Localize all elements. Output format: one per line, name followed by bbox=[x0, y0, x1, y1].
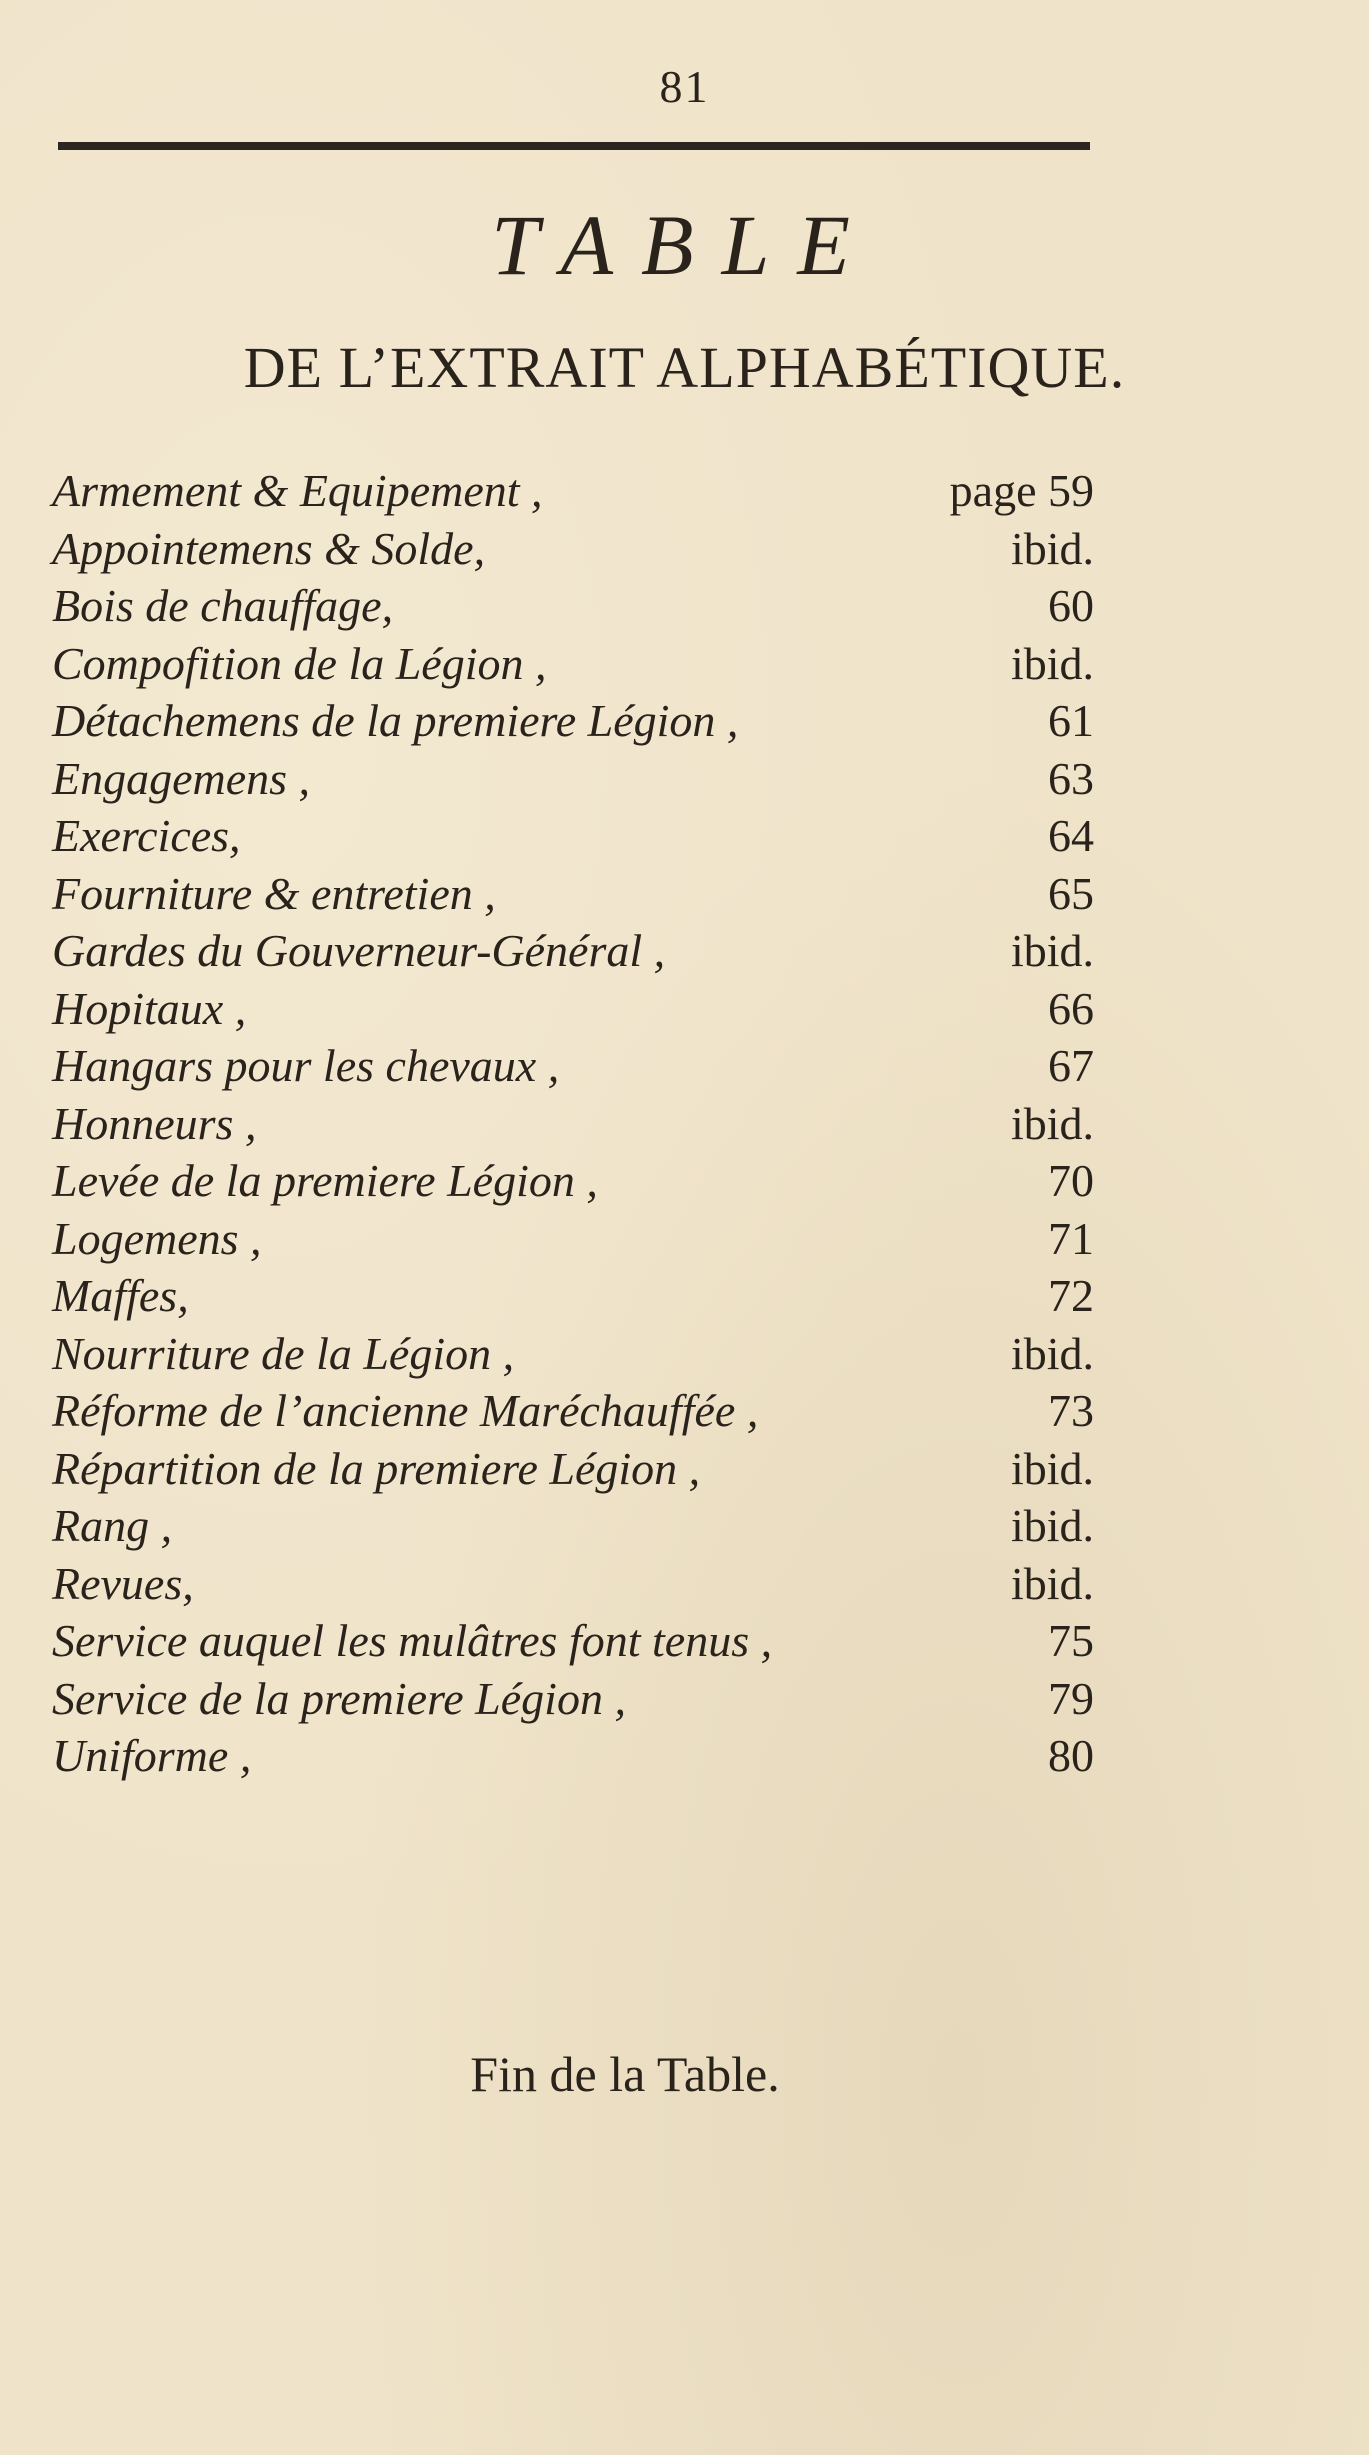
entry-label: Service auquel les mulâtres font tenus , bbox=[52, 1615, 773, 1666]
index-entry bbox=[52, 1267, 1094, 1325]
entry-label: Répartition de la premiere Légion , bbox=[52, 1442, 701, 1494]
entry-page: 63 bbox=[1048, 752, 1094, 804]
page-number: 81 bbox=[659, 61, 710, 112]
index-entry bbox=[52, 1382, 1094, 1440]
entry-label: Nourriture de la Légion , bbox=[52, 1327, 515, 1379]
entry-label: Appointemens & Solde, bbox=[52, 522, 486, 574]
entry-page: 67 bbox=[1048, 1040, 1094, 1091]
index-entry bbox=[52, 807, 1094, 865]
entry-page: 73 bbox=[1048, 1385, 1094, 1436]
index-entry bbox=[52, 1612, 1094, 1670]
index-entry bbox=[52, 922, 1094, 980]
entry-label: Maffes, bbox=[52, 1270, 189, 1321]
entry-page: ibid. bbox=[1010, 1500, 1094, 1551]
entry-page: ibid. bbox=[1010, 637, 1094, 689]
entry-page: ibid. bbox=[1010, 1327, 1094, 1379]
entry-page: 65 bbox=[1048, 867, 1094, 919]
entry-label: Service de la premiere Légion , bbox=[52, 1672, 626, 1724]
entry-label: Armement & Equipement , bbox=[52, 465, 543, 516]
entry-page: page 59 bbox=[949, 465, 1094, 516]
entry-label: Hopitaux , bbox=[52, 982, 247, 1034]
index-entry bbox=[52, 1325, 1094, 1383]
index-entry bbox=[52, 980, 1094, 1038]
entry-label: Levée de la premiere Légion , bbox=[52, 1155, 598, 1206]
index-entry bbox=[52, 865, 1094, 923]
entry-page: 79 bbox=[1048, 1672, 1094, 1724]
entry-page: 70 bbox=[1048, 1155, 1094, 1206]
page-subtitle: DE L’EXTRAIT ALPHABÉTIQUE. bbox=[243, 335, 1126, 400]
entry-label: Gardes du Gouverneur-Général , bbox=[52, 925, 666, 976]
entry-label: Honneurs , bbox=[52, 1097, 257, 1149]
entry-label: Fourniture & entretien , bbox=[52, 867, 496, 919]
page-title: TABLE bbox=[491, 197, 878, 293]
index-entry bbox=[52, 1440, 1094, 1498]
entry-label: Engagemens , bbox=[52, 752, 311, 804]
end-note: Fin de la Table. bbox=[470, 2046, 780, 2102]
entry-page: ibid. bbox=[1010, 1442, 1094, 1494]
entry-label: Uniforme , bbox=[52, 1730, 252, 1781]
entry-page: 64 bbox=[1048, 810, 1094, 861]
entry-label: Exercices, bbox=[52, 810, 241, 861]
index-entry bbox=[52, 520, 1094, 578]
entry-label: Bois de chauffage, bbox=[52, 580, 394, 631]
entry-page: ibid. bbox=[1010, 522, 1094, 574]
entry-page: ibid. bbox=[1010, 1097, 1094, 1149]
index-entry bbox=[52, 1210, 1094, 1268]
index-entry bbox=[52, 577, 1094, 635]
index-entry bbox=[52, 1497, 1094, 1555]
entry-label: Logemens , bbox=[52, 1212, 262, 1264]
header-rule bbox=[58, 142, 1090, 150]
entry-label: Rang , bbox=[52, 1500, 173, 1551]
entry-label: Détachemens de la premiere Légion , bbox=[52, 695, 739, 746]
entry-page: 75 bbox=[1048, 1615, 1094, 1666]
index-entry bbox=[52, 1555, 1094, 1613]
index-entry bbox=[52, 1727, 1094, 1785]
index-entry bbox=[52, 750, 1094, 808]
index-entry bbox=[52, 1037, 1094, 1095]
index-entry bbox=[52, 1095, 1094, 1153]
index-entry bbox=[52, 1152, 1094, 1210]
entry-page: ibid. bbox=[1010, 925, 1094, 976]
index-entry bbox=[52, 635, 1094, 693]
entry-label: Compofition de la Légion , bbox=[52, 637, 547, 689]
index-entry bbox=[52, 462, 1094, 520]
entry-page: 71 bbox=[1048, 1212, 1094, 1264]
entry-label: Réforme de l’ancienne Maréchauffée , bbox=[52, 1385, 759, 1436]
index-entries bbox=[52, 462, 1094, 1785]
entry-page: 61 bbox=[1048, 695, 1094, 746]
entry-page: 72 bbox=[1048, 1270, 1094, 1321]
entry-page: 80 bbox=[1048, 1730, 1094, 1781]
index-entry bbox=[52, 1670, 1094, 1728]
entry-page: 66 bbox=[1048, 982, 1094, 1034]
entry-label: Hangars pour les chevaux , bbox=[52, 1040, 560, 1091]
entry-label: Revues, bbox=[52, 1557, 194, 1609]
entry-page: 60 bbox=[1048, 580, 1094, 631]
index-entry bbox=[52, 692, 1094, 750]
entry-page: ibid. bbox=[1010, 1557, 1094, 1609]
